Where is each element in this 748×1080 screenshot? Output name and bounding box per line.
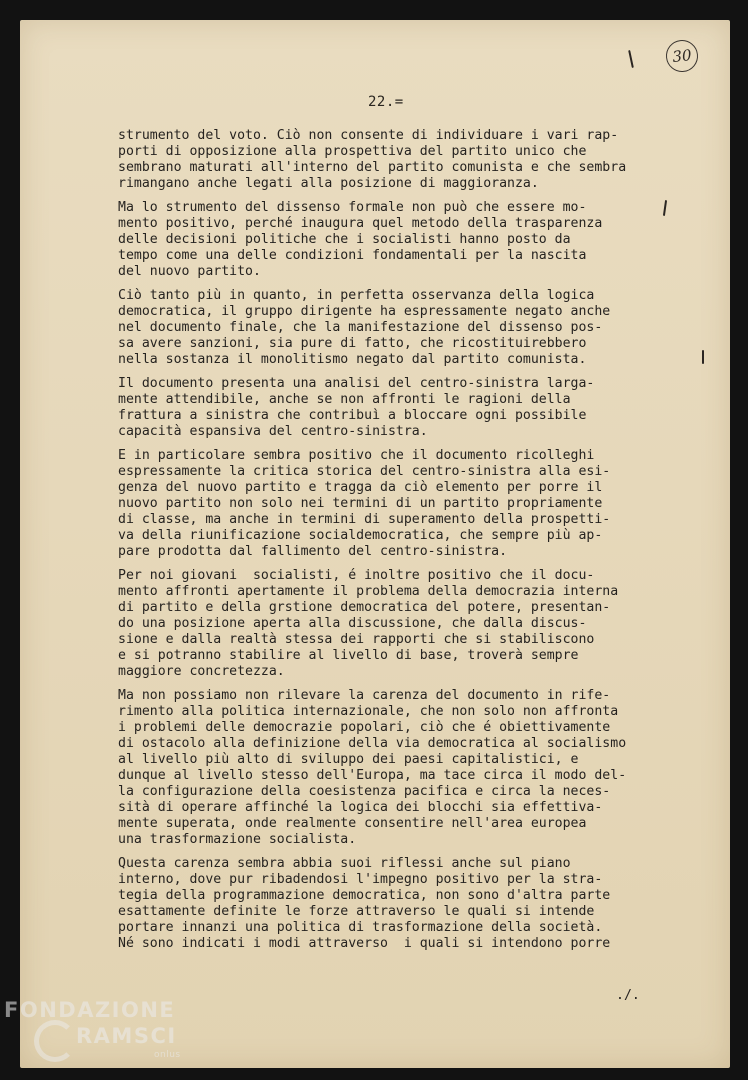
text-line: espressamente la critica storica del centro-sinistra alla esi- bbox=[118, 464, 611, 479]
paragraph bbox=[118, 128, 718, 192]
text-line: va della riunificazione socialdemocratica, che sempre più ap- bbox=[118, 528, 603, 543]
text-line: Ma non possiamo non rilevare la carenza del documento in rife- bbox=[118, 688, 611, 703]
text-line: interno, dove pur ribadendosi l'impegno positivo per la stra- bbox=[118, 872, 603, 887]
text-line: genza del nuovo partito e tragga da ciò elemento per porre il bbox=[118, 480, 603, 495]
text-line: tegia della programmazione democratica, non sono d'altra parte bbox=[118, 888, 611, 903]
text-line: mento positivo, perché inaugura quel metodo della trasparenza bbox=[118, 216, 603, 231]
paragraph bbox=[118, 568, 718, 680]
pencil-mark-top bbox=[628, 50, 634, 68]
paragraph bbox=[118, 376, 718, 440]
text-line: Ma lo strumento del dissenso formale non può che essere mo- bbox=[118, 200, 587, 215]
page-number: 22.= bbox=[368, 94, 404, 110]
text-line: Questa carenza sembra abbia suoi riflessi anche sul piano bbox=[118, 856, 571, 871]
text-line: democratica, il gruppo dirigente ha espressamente negato anche bbox=[118, 304, 611, 319]
text-line: nel documento finale, che la manifestazione del dissenso pos- bbox=[118, 320, 603, 335]
paragraph bbox=[118, 288, 718, 368]
fondazione-gramsci-watermark bbox=[4, 998, 181, 1064]
text-line: Il documento presenta una analisi del centro-sinistra larga- bbox=[118, 376, 595, 391]
watermark-title: FONDAZIONE bbox=[4, 998, 176, 1022]
text-line: Ciò tanto più in quanto, in perfetta osservanza della logica bbox=[118, 288, 595, 303]
text-line: portare innanzi una politica di trasformazione della società. bbox=[118, 920, 603, 935]
text-line: do una posizione aperta alla discussione, che dalla discus- bbox=[118, 616, 587, 631]
text-line: frattura a sinistra che contribuì a bloccare ogni possibile bbox=[118, 408, 587, 423]
document-body bbox=[118, 128, 718, 960]
watermark-word: RAMSCI bbox=[76, 1024, 177, 1048]
text-line: mento affronti apertamente il problema della democrazia interna bbox=[118, 584, 619, 599]
watermark-g-logo-icon bbox=[34, 1020, 76, 1062]
text-line: sa avere sanzioni, sia pure di fatto, che ricostituirebbero bbox=[118, 336, 587, 351]
text-line: Per noi giovani socialisti, é inoltre positivo che il docu- bbox=[118, 568, 595, 583]
text-line: una trasformazione socialista. bbox=[118, 832, 357, 847]
text-line: strumento del voto. Ciò non consente di individuare i vari rap- bbox=[118, 128, 619, 143]
text-line: esattamente definite le forze attraverso le quali si intende bbox=[118, 904, 595, 919]
text-line: di classe, ma anche in termini di superamento della prospetti- bbox=[118, 512, 611, 527]
text-line: di partito e della grstione democratica del potere, presentan- bbox=[118, 600, 611, 615]
text-line: delle decisioni politiche che i socialisti hanno posto da bbox=[118, 232, 571, 247]
paragraph bbox=[118, 688, 718, 848]
watermark-subtitle bbox=[4, 1024, 181, 1064]
archive-number-stamp: 30 bbox=[664, 38, 699, 73]
text-line: rimangano anche legati alla posizione di maggioranza. bbox=[118, 176, 539, 191]
text-line: dunque al livello stesso dell'Europa, ma tace circa il modo del- bbox=[118, 768, 627, 783]
text-line: del nuovo partito. bbox=[118, 264, 261, 279]
text-line: sembrano maturati all'interno del partito comunista e che sembra bbox=[118, 160, 627, 175]
document-page bbox=[20, 20, 730, 1068]
continuation-mark: ./. bbox=[616, 988, 640, 1003]
text-line: i problemi delle democrazie popolari, ciò che é obiettivamente bbox=[118, 720, 611, 735]
text-line: sità di operare affinché la logica dei blocchi sia effettiva- bbox=[118, 800, 603, 815]
text-line: la configurazione della coesistenza pacifica e circa la neces- bbox=[118, 784, 611, 799]
text-line: E in particolare sembra positivo che il documento ricolleghi bbox=[118, 448, 595, 463]
text-line: mente superata, onde realmente consentire nell'area europea bbox=[118, 816, 587, 831]
text-line: sione e dalla realtà stessa dei rapporti che si stabiliscono bbox=[118, 632, 595, 647]
paragraph bbox=[118, 200, 718, 280]
text-line: capacità espansiva del centro-sinistra. bbox=[118, 424, 428, 439]
text-line: nella sostanza il monolitismo negato dal partito comunista. bbox=[118, 352, 587, 367]
text-line: di ostacolo alla definizione della via democratica al socialismo bbox=[118, 736, 627, 751]
text-line: tempo come una delle condizioni fondamentali per la nascita bbox=[118, 248, 587, 263]
text-line: rimento alla politica internazionale, che non solo non affronta bbox=[118, 704, 619, 719]
paragraph bbox=[118, 448, 718, 560]
text-line: porti di opposizione alla prospettiva del partito unico che bbox=[118, 144, 587, 159]
text-line: pare prodotta dal fallimento del centro-sinistra. bbox=[118, 544, 508, 559]
text-line: maggiore concretezza. bbox=[118, 664, 285, 679]
text-line: e si potranno stabilire al livello di base, troverà sempre bbox=[118, 648, 579, 663]
watermark-suffix: onlus bbox=[154, 1050, 181, 1060]
text-line: mente attendibile, anche se non affronti le ragioni della bbox=[118, 392, 571, 407]
text-line: al livello più alto di sviluppo dei paesi capitalistici, e bbox=[118, 752, 579, 767]
text-line: nuovo partito non solo nei termini di un partito propriamente bbox=[118, 496, 603, 511]
paragraph bbox=[118, 856, 718, 952]
text-line: Né sono indicati i modi attraverso i quali si intendono porre bbox=[118, 936, 611, 951]
